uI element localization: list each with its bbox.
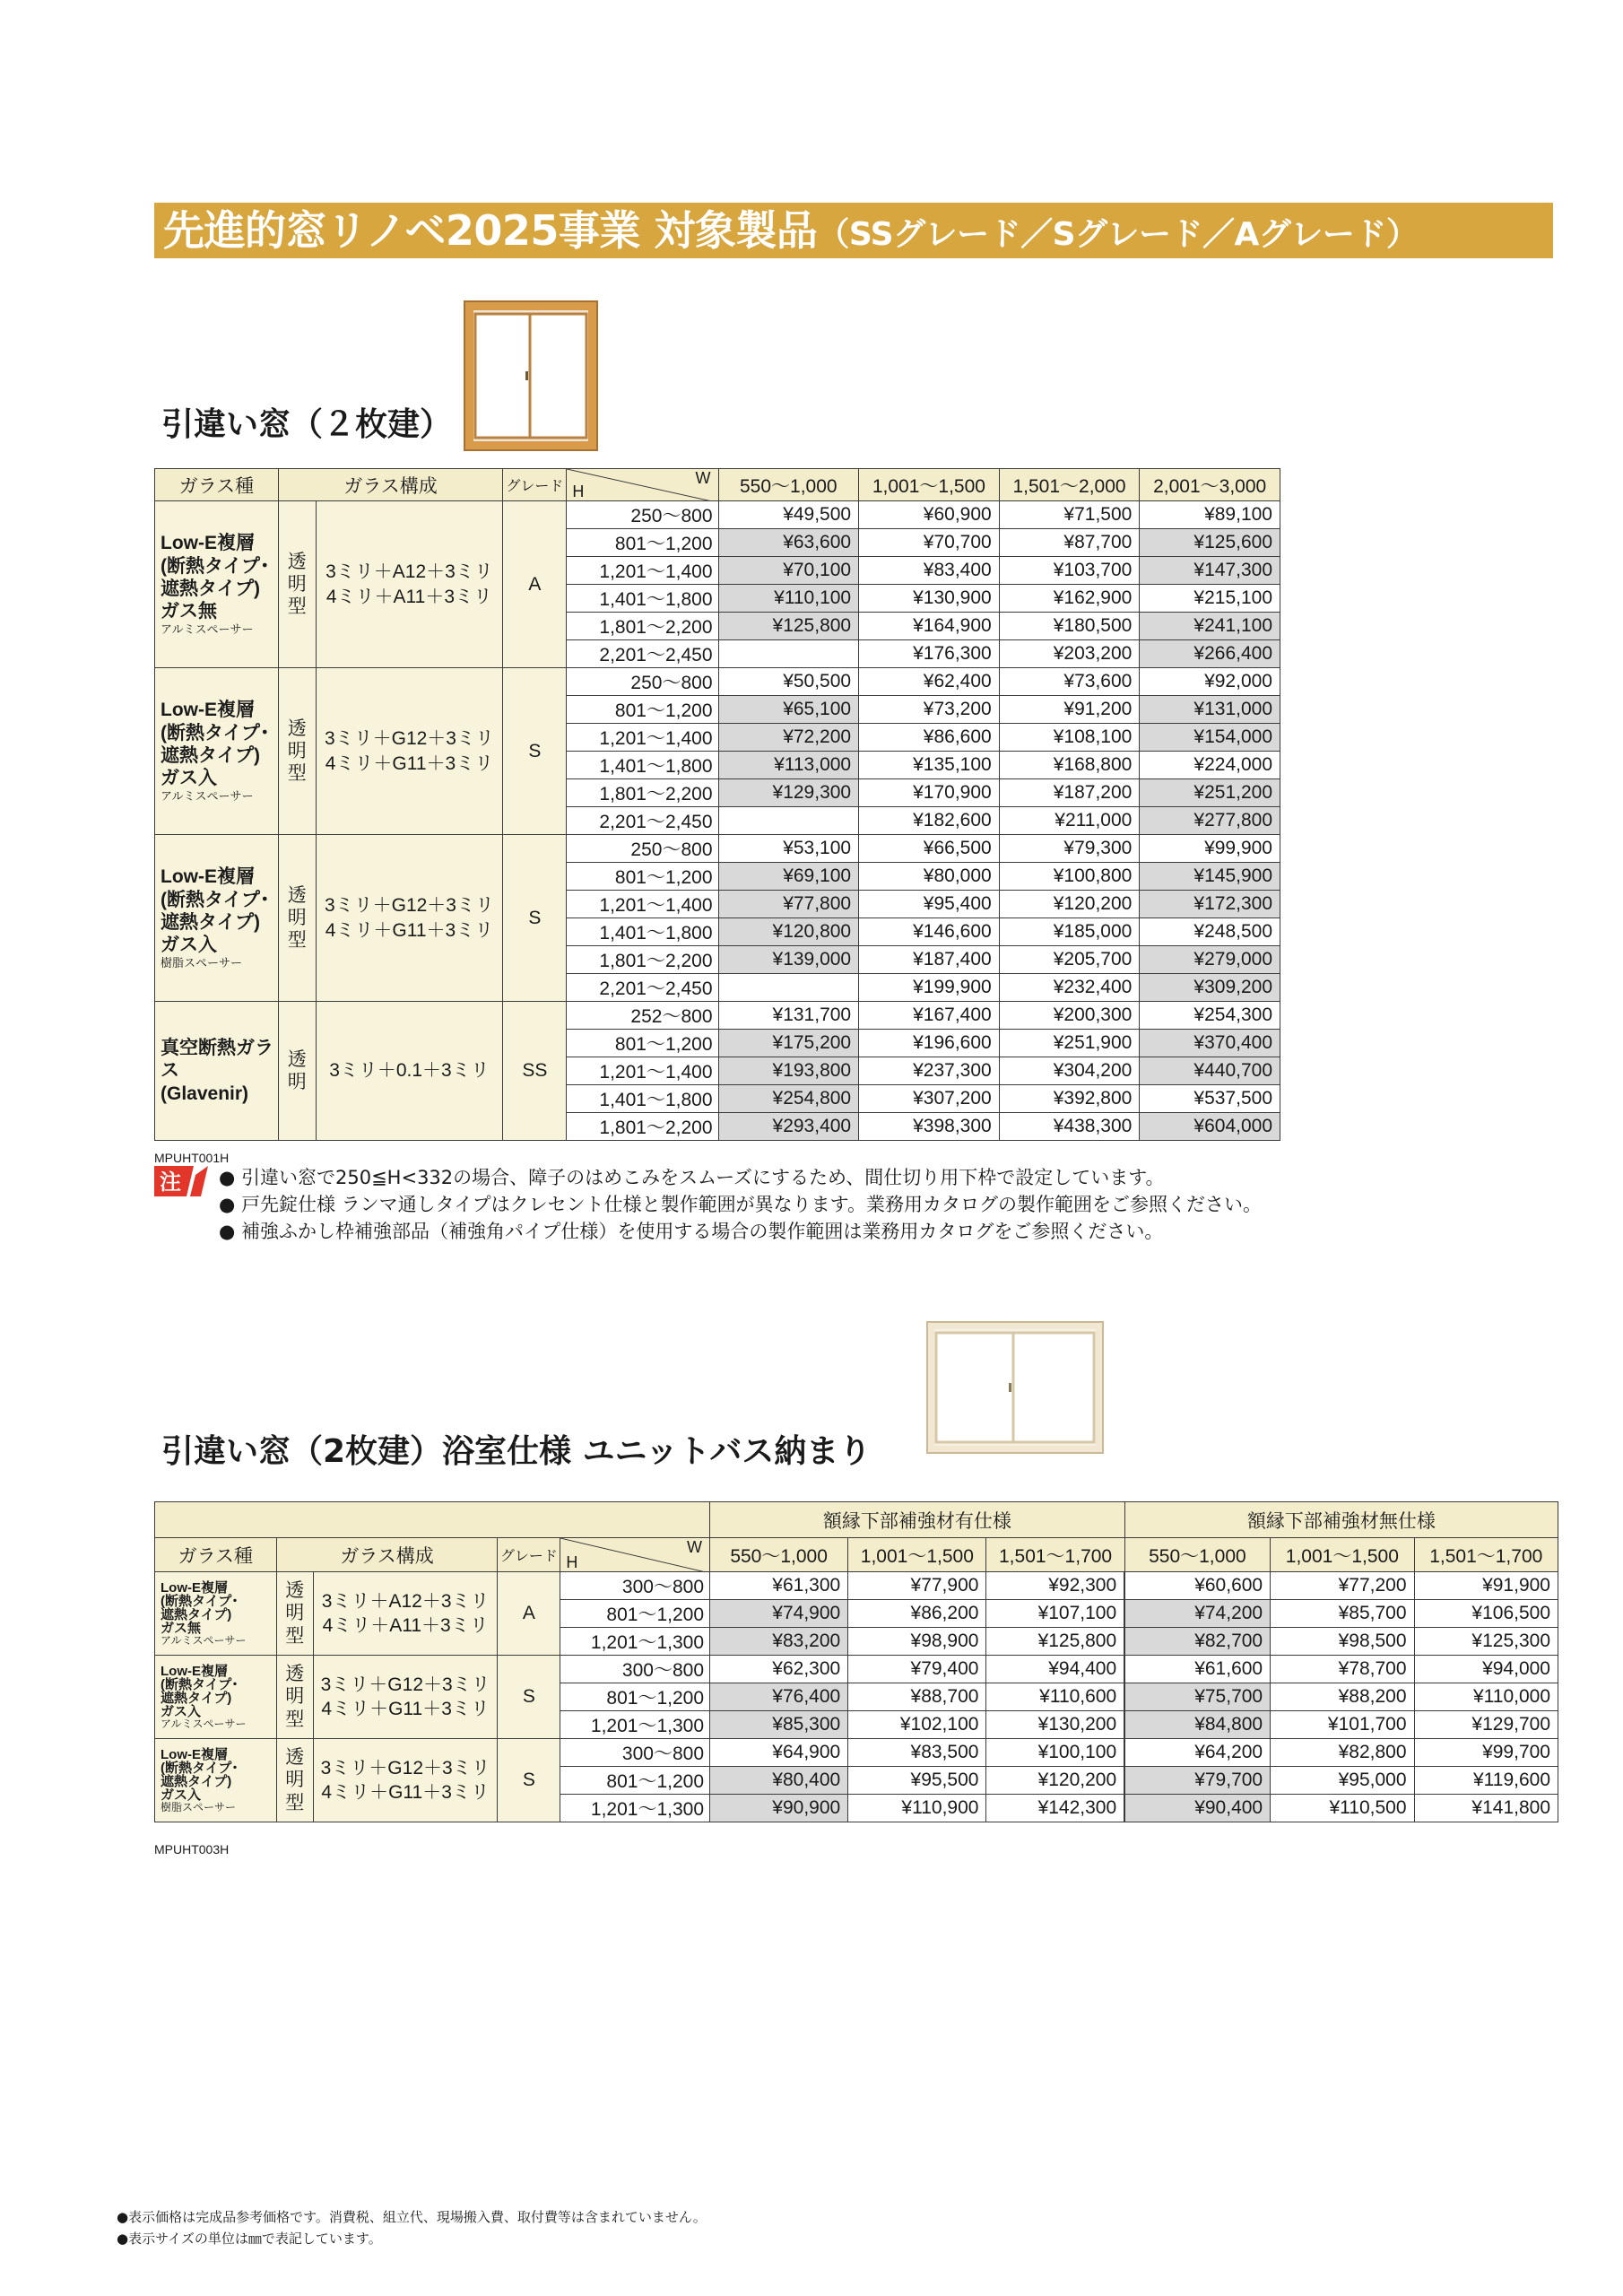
header-glass-type: ガラス種	[155, 1538, 277, 1572]
price-cell: ¥119,600	[1414, 1767, 1558, 1795]
price-cell: ¥176,300	[859, 640, 1000, 668]
glass-clarity-cell: 透明型	[278, 668, 316, 835]
glass-type-line: Low-E複層	[161, 533, 255, 554]
height-range-cell: 801～1,200	[567, 1030, 718, 1057]
price-cell: ¥76,400	[710, 1683, 848, 1711]
price-cell: ¥85,700	[1271, 1600, 1414, 1628]
spacer-type: アルミスペーサー	[161, 622, 254, 637]
height-range-cell: 1,201～1,400	[567, 891, 718, 918]
price-cell: ¥251,200	[1140, 779, 1280, 807]
price-cell: ¥100,800	[999, 863, 1140, 891]
height-range-cell: 1,801～2,200	[567, 946, 718, 974]
price-cell: ¥440,700	[1140, 1057, 1280, 1085]
glass-type-cell	[155, 501, 279, 668]
price-cell: ¥73,200	[859, 696, 1000, 724]
glass-type-line: 遮熱タイプ)	[161, 1607, 232, 1622]
price-cell: ¥131,700	[718, 1002, 859, 1030]
price-cell: ¥130,900	[859, 585, 1000, 613]
height-range-cell: 1,801～2,200	[567, 1113, 718, 1141]
glass-type-line: (断熱タイプ･	[161, 1594, 239, 1609]
price-cell: ¥99,900	[1140, 835, 1280, 863]
glass-type-line: ガス入	[161, 1787, 202, 1803]
glass-type-line: 遮熱タイプ)	[161, 578, 260, 599]
price-cell: ¥86,600	[859, 724, 1000, 752]
table1-code: MPUHT001H	[154, 1151, 230, 1165]
price-cell: ¥84,800	[1124, 1711, 1270, 1739]
section1-title: 引違い窓（２枚建）	[161, 406, 453, 443]
price-cell: ¥232,400	[999, 974, 1140, 1002]
glass-type-line: 遮熱タイプ)	[161, 1691, 232, 1706]
price-cell: ¥77,900	[848, 1572, 986, 1600]
composition-line: 3ミリ＋A12＋3ミリ	[321, 1590, 490, 1612]
composition-line: 4ミリ＋G11＋3ミリ	[321, 1699, 490, 1719]
width-header: 1,001～1,500	[859, 469, 1000, 501]
width-header: 1,501～2,000	[999, 469, 1140, 501]
height-range-cell: 2,201～2,450	[567, 640, 718, 668]
price-cell: ¥92,000	[1140, 668, 1280, 696]
height-range-cell: 801～1,200	[560, 1767, 710, 1795]
price-cell: ¥65,100	[718, 696, 859, 724]
price-cell: ¥102,100	[848, 1711, 986, 1739]
price-cell: ¥537,500	[1140, 1085, 1280, 1113]
price-cell: ¥63,600	[718, 529, 859, 557]
grade-cell: A	[503, 501, 567, 668]
spacer-type: アルミスペーサー	[161, 1634, 247, 1647]
glass-composition-cell	[313, 1656, 498, 1739]
width-header: 550～1,000	[710, 1538, 848, 1572]
height-range-cell: 2,201～2,450	[567, 974, 718, 1002]
price-cell: ¥82,800	[1271, 1739, 1414, 1767]
composition-line: 4ミリ＋G11＋3ミリ	[325, 752, 494, 774]
price-cell: ¥83,500	[848, 1739, 986, 1767]
glass-type-cell	[155, 835, 279, 1002]
header-h: H	[572, 483, 585, 500]
glass-clarity-cell: 透明型	[276, 1656, 313, 1739]
header-grade: グレード	[498, 1538, 560, 1572]
price-cell: ¥73,600	[999, 668, 1140, 696]
price-cell: ¥79,700	[1124, 1767, 1270, 1795]
composition-line: 3ミリ＋G12＋3ミリ	[324, 895, 494, 917]
price-cell: ¥90,400	[1124, 1795, 1270, 1822]
height-range-cell: 1,801～2,200	[567, 613, 718, 640]
header-w: W	[695, 469, 711, 487]
height-range-cell: 801～1,200	[560, 1600, 710, 1628]
price-cell: ¥162,900	[999, 585, 1140, 613]
glass-type-cell	[155, 668, 279, 835]
price-table-2	[154, 1501, 1558, 1822]
glass-type-line: (Glavenir)	[161, 1083, 249, 1104]
price-cell: ¥120,200	[986, 1767, 1124, 1795]
composition-line: 3ミリ＋G12＋3ミリ	[320, 1757, 490, 1779]
price-table-1	[154, 468, 1280, 1141]
price-cell: ¥61,600	[1124, 1656, 1270, 1683]
glass-type-line: ガス無	[161, 1621, 202, 1636]
price-cell: ¥113,000	[718, 752, 859, 779]
price-cell: ¥79,400	[848, 1656, 986, 1683]
price-cell: ¥146,600	[859, 918, 1000, 946]
price-cell: ¥164,900	[859, 613, 1000, 640]
price-cell: ¥248,500	[1140, 918, 1280, 946]
price-cell: ¥110,600	[986, 1683, 1124, 1711]
width-header: 550～1,000	[718, 469, 859, 501]
price-cell: ¥70,700	[859, 529, 1000, 557]
note-icon-label: 注	[160, 1170, 181, 1195]
price-cell: ¥215,100	[1140, 585, 1280, 613]
height-range-cell: 250～800	[567, 668, 718, 696]
note-item: ● 補強ふかし枠補強部品（補強角パイプ仕様）を使用する場合の製作範囲は業務用カタログをご参照ください。	[219, 1221, 1164, 1242]
height-range-cell: 252～800	[567, 1002, 718, 1030]
width-header: 1,001～1,500	[848, 1538, 986, 1572]
price-cell: ¥101,700	[1271, 1711, 1414, 1739]
price-cell: ¥279,000	[1140, 946, 1280, 974]
price-cell: ¥86,200	[848, 1600, 986, 1628]
price-cell: ¥241,100	[1140, 613, 1280, 640]
price-cell: ¥90,900	[710, 1795, 848, 1822]
grade-cell: S	[503, 835, 567, 1002]
price-cell: ¥110,900	[848, 1795, 986, 1822]
price-cell: ¥89,100	[1140, 501, 1280, 529]
glass-type-line: ガス入	[161, 767, 217, 788]
height-range-cell: 1,201～1,300	[560, 1795, 710, 1822]
price-cell: ¥71,500	[999, 501, 1140, 529]
price-cell: ¥79,300	[999, 835, 1140, 863]
price-cell: ¥74,200	[1124, 1600, 1270, 1628]
price-cell: ¥92,300	[986, 1572, 1124, 1600]
price-cell: ¥80,000	[859, 863, 1000, 891]
glass-type-line: (断熱タイプ･	[161, 889, 270, 910]
height-range-cell: 1,401～1,800	[567, 918, 718, 946]
width-header: 550～1,000	[1124, 1538, 1270, 1572]
price-cell: ¥237,300	[859, 1057, 1000, 1085]
price-cell: ¥85,300	[710, 1711, 848, 1739]
glass-type-line: 遮熱タイプ)	[161, 744, 260, 766]
composition-line: 4ミリ＋G11＋3ミリ	[321, 1782, 490, 1803]
height-range-cell: 1,801～2,200	[567, 779, 718, 807]
window-illustration-2	[925, 1320, 1105, 1455]
price-cell: ¥168,800	[999, 752, 1140, 779]
price-cell: ¥200,300	[999, 1002, 1140, 1030]
height-range-cell: 1,201～1,400	[567, 724, 718, 752]
glass-composition-cell	[313, 1572, 498, 1656]
price-cell: ¥95,400	[859, 891, 1000, 918]
price-cell: ¥99,700	[1414, 1739, 1558, 1767]
header-glass-type: ガラス種	[155, 469, 279, 501]
composition-line: 4ミリ＋G11＋3ミリ	[325, 919, 494, 941]
note-item: ● 引違い窓で250≦H<332の場合、障子のはめこみをスムーズにするため、間仕切り用下枠で設定しています。	[219, 1167, 1165, 1188]
glass-type-line: Low-E複層	[161, 1747, 228, 1762]
price-cell: ¥370,400	[1140, 1030, 1280, 1057]
price-cell: ¥77,200	[1271, 1572, 1414, 1600]
price-cell: ¥69,100	[718, 863, 859, 891]
spacer-type: 樹脂スペーサー	[161, 956, 243, 970]
price-cell: ¥167,400	[859, 1002, 1000, 1030]
height-range-cell: 250～800	[567, 835, 718, 863]
composition-line: 4ミリ＋A11＋3ミリ	[322, 1615, 489, 1636]
composition-line: 4ミリ＋A11＋3ミリ	[325, 586, 493, 607]
price-cell: ¥70,100	[718, 557, 859, 585]
price-cell: ¥88,200	[1271, 1683, 1414, 1711]
spacer-type: アルミスペーサー	[161, 1718, 247, 1730]
price-cell: ¥110,100	[718, 585, 859, 613]
grade-cell: S	[498, 1656, 560, 1739]
height-range-cell: 801～1,200	[560, 1683, 710, 1711]
grade-cell: S	[503, 668, 567, 835]
price-cell: ¥62,400	[859, 668, 1000, 696]
price-cell: ¥95,500	[848, 1767, 986, 1795]
header-h: H	[566, 1553, 578, 1571]
price-cell: ¥251,900	[999, 1030, 1140, 1057]
footer-notes	[117, 2206, 707, 2249]
price-cell: ¥125,300	[1414, 1628, 1558, 1656]
glass-type-line: 遮熱タイプ)	[161, 1774, 232, 1789]
price-cell: ¥130,200	[986, 1711, 1124, 1739]
price-cell: ¥100,100	[986, 1739, 1124, 1767]
price-cell: ¥170,900	[859, 779, 1000, 807]
price-cell: ¥145,900	[1140, 863, 1280, 891]
glass-composition-cell	[313, 1739, 498, 1822]
price-cell: ¥196,600	[859, 1030, 1000, 1057]
price-cell: ¥254,300	[1140, 1002, 1280, 1030]
height-range-cell: 1,401～1,800	[567, 752, 718, 779]
price-cell: ¥304,200	[999, 1057, 1140, 1085]
price-cell: ¥211,000	[999, 807, 1140, 835]
price-cell: ¥203,200	[999, 640, 1140, 668]
band-without-reinforcement: 額縁下部補強材無仕様	[1124, 1502, 1558, 1538]
price-cell: ¥135,100	[859, 752, 1000, 779]
section2-title: 引違い窓（2枚建）浴室仕様 ユニットバス納まり	[161, 1433, 872, 1470]
grade-cell: A	[498, 1572, 560, 1656]
price-cell: ¥110,000	[1414, 1683, 1558, 1711]
price-cell: ¥141,800	[1414, 1795, 1558, 1822]
band-spacer	[155, 1502, 710, 1538]
glass-type-cell	[155, 1656, 277, 1739]
footer-note: ●表示サイズの単位は㎜で表記しています。	[117, 2231, 382, 2247]
price-cell: ¥129,300	[718, 779, 859, 807]
price-cell: ¥266,400	[1140, 640, 1280, 668]
glass-clarity-cell: 透明型	[276, 1572, 313, 1656]
width-header: 2,001～3,000	[1140, 469, 1280, 501]
price-cell: ¥154,000	[1140, 724, 1280, 752]
composition-line: 3ミリ＋G12＋3ミリ	[324, 728, 494, 750]
glass-type-line: ガス入	[161, 1704, 202, 1719]
price-cell: ¥78,700	[1271, 1656, 1414, 1683]
price-cell	[718, 807, 859, 835]
price-cell: ¥182,600	[859, 807, 1000, 835]
price-cell: ¥180,500	[999, 613, 1140, 640]
width-header: 1,001～1,500	[1271, 1538, 1414, 1572]
price-cell: ¥277,800	[1140, 807, 1280, 835]
header-w: W	[687, 1538, 702, 1556]
note-item: ● 戸先錠仕様 ランマ通しタイプはクレセント仕様と製作範囲が異なります。業務用カタログの製作範囲をご参照ください。	[219, 1194, 1262, 1215]
price-cell: ¥106,500	[1414, 1600, 1558, 1628]
price-cell: ¥129,700	[1414, 1711, 1558, 1739]
price-cell: ¥91,200	[999, 696, 1140, 724]
height-range-cell: 1,201～1,300	[560, 1711, 710, 1739]
header-wh-diagonal	[567, 469, 718, 501]
glass-type-line: 遮熱タイプ)	[161, 911, 260, 933]
height-range-cell: 1,201～1,300	[560, 1628, 710, 1656]
page-banner	[154, 203, 1553, 258]
height-range-cell: 1,401～1,800	[567, 1085, 718, 1113]
price-cell: ¥187,400	[859, 946, 1000, 974]
price-cell: ¥120,200	[999, 891, 1140, 918]
glass-type-cell	[155, 1002, 279, 1141]
height-range-cell: 2,201～2,450	[567, 807, 718, 835]
glass-type-line: 真空断熱ガラス	[161, 1038, 273, 1082]
price-cell: ¥64,200	[1124, 1739, 1270, 1767]
price-cell: ¥172,300	[1140, 891, 1280, 918]
glass-type-line: (断熱タイプ･	[161, 555, 270, 577]
price-cell: ¥120,800	[718, 918, 859, 946]
price-cell: ¥53,100	[718, 835, 859, 863]
table2-code: MPUHT003H	[154, 1842, 230, 1857]
glass-composition-cell	[316, 501, 503, 668]
price-cell: ¥94,400	[986, 1656, 1124, 1683]
price-cell: ¥80,400	[710, 1767, 848, 1795]
height-range-cell: 300～800	[560, 1739, 710, 1767]
price-cell: ¥193,800	[718, 1057, 859, 1085]
price-cell: ¥293,400	[718, 1113, 859, 1141]
price-cell: ¥72,200	[718, 724, 859, 752]
glass-type-line: (断熱タイプ･	[161, 1761, 239, 1776]
composition-line: 3ミリ＋0.1＋3ミリ	[329, 1060, 490, 1082]
glass-type-cell	[155, 1572, 277, 1656]
price-cell: ¥199,900	[859, 974, 1000, 1002]
glass-type-line: (断熱タイプ･	[161, 1677, 239, 1692]
banner-subtitle: （SSグレード／Sグレード／Aグレード）	[817, 216, 1419, 253]
price-cell: ¥64,900	[710, 1739, 848, 1767]
glass-type-line: Low-E複層	[161, 1664, 228, 1679]
window-illustration-1	[463, 300, 599, 452]
price-cell: ¥98,500	[1271, 1628, 1414, 1656]
price-cell: ¥107,100	[986, 1600, 1124, 1628]
spacer-type: アルミスペーサー	[161, 789, 254, 804]
header-glass-composition: ガラス構成	[276, 1538, 498, 1572]
price-cell: ¥74,900	[710, 1600, 848, 1628]
price-cell: ¥187,200	[999, 779, 1140, 807]
width-header: 1,501～1,700	[986, 1538, 1124, 1572]
price-cell: ¥392,800	[999, 1085, 1140, 1113]
price-cell: ¥205,700	[999, 946, 1140, 974]
price-cell: ¥66,500	[859, 835, 1000, 863]
price-cell: ¥94,000	[1414, 1656, 1558, 1683]
price-cell: ¥49,500	[718, 501, 859, 529]
glass-clarity-cell: 透明型	[276, 1739, 313, 1822]
price-cell: ¥82,700	[1124, 1628, 1270, 1656]
glass-clarity-cell: 透明	[278, 1002, 316, 1141]
note-icon	[154, 1166, 210, 1196]
price-cell: ¥307,200	[859, 1085, 1000, 1113]
glass-type-line: Low-E複層	[161, 1580, 228, 1596]
width-header: 1,501～1,700	[1414, 1538, 1558, 1572]
price-cell: ¥77,800	[718, 891, 859, 918]
notes-list	[219, 1164, 1564, 1245]
price-cell: ¥50,500	[718, 668, 859, 696]
price-cell: ¥398,300	[859, 1113, 1000, 1141]
height-range-cell: 801～1,200	[567, 529, 718, 557]
height-range-cell: 1,201～1,400	[567, 557, 718, 585]
price-cell: ¥175,200	[718, 1030, 859, 1057]
price-cell: ¥62,300	[710, 1656, 848, 1683]
price-cell: ¥75,700	[1124, 1683, 1270, 1711]
price-cell: ¥438,300	[999, 1113, 1140, 1141]
header-glass-composition: ガラス構成	[278, 469, 503, 501]
price-cell: ¥131,000	[1140, 696, 1280, 724]
price-cell: ¥88,700	[848, 1683, 986, 1711]
glass-clarity-cell: 透明型	[278, 835, 316, 1002]
height-range-cell: 300～800	[560, 1656, 710, 1683]
height-range-cell: 1,201～1,400	[567, 1057, 718, 1085]
height-range-cell: 250～800	[567, 501, 718, 529]
footer-note: ●表示価格は完成品参考価格です。消費税、組立代、現場搬入費、取付費等は含まれていません。	[117, 2209, 707, 2225]
header-wh-diagonal	[560, 1538, 710, 1572]
banner-title: 先進的窓リノベ2025事業 対象製品	[163, 206, 818, 255]
price-cell: ¥125,800	[986, 1628, 1124, 1656]
height-range-cell: 300～800	[560, 1572, 710, 1600]
price-cell: ¥142,300	[986, 1795, 1124, 1822]
price-cell: ¥224,000	[1140, 752, 1280, 779]
glass-composition-cell	[316, 668, 503, 835]
price-cell: ¥185,000	[999, 918, 1140, 946]
price-cell: ¥125,800	[718, 613, 859, 640]
price-cell	[718, 974, 859, 1002]
price-cell: ¥83,200	[710, 1628, 848, 1656]
price-cell: ¥60,900	[859, 501, 1000, 529]
grade-cell: SS	[503, 1002, 567, 1141]
price-cell: ¥91,900	[1414, 1572, 1558, 1600]
price-cell: ¥98,900	[848, 1628, 986, 1656]
glass-type-line: Low-E複層	[161, 866, 255, 888]
glass-composition-cell	[316, 835, 503, 1002]
price-cell: ¥125,600	[1140, 529, 1280, 557]
glass-type-line: Low-E複層	[161, 700, 255, 721]
height-range-cell: 801～1,200	[567, 863, 718, 891]
price-cell: ¥139,000	[718, 946, 859, 974]
price-cell: ¥87,700	[999, 529, 1140, 557]
glass-clarity-cell: 透明型	[278, 501, 316, 668]
composition-line: 3ミリ＋G12＋3ミリ	[320, 1674, 490, 1695]
glass-type-line: (断熱タイプ･	[161, 722, 270, 744]
band-with-reinforcement: 額縁下部補強材有仕様	[710, 1502, 1125, 1538]
price-cell: ¥103,700	[999, 557, 1140, 585]
composition-line: 3ミリ＋A12＋3ミリ	[325, 561, 493, 583]
glass-type-line: ガス無	[161, 600, 217, 622]
glass-type-cell	[155, 1739, 277, 1822]
price-cell: ¥108,100	[999, 724, 1140, 752]
price-cell: ¥309,200	[1140, 974, 1280, 1002]
price-cell: ¥254,800	[718, 1085, 859, 1113]
header-grade: グレード	[503, 469, 567, 501]
price-cell: ¥95,000	[1271, 1767, 1414, 1795]
price-cell: ¥83,400	[859, 557, 1000, 585]
price-cell: ¥110,500	[1271, 1795, 1414, 1822]
price-cell: ¥61,300	[710, 1572, 848, 1600]
glass-type-line: ガス入	[161, 934, 217, 955]
height-range-cell: 801～1,200	[567, 696, 718, 724]
price-cell: ¥604,000	[1140, 1113, 1280, 1141]
price-cell	[718, 640, 859, 668]
price-cell: ¥147,300	[1140, 557, 1280, 585]
height-range-cell: 1,401～1,800	[567, 585, 718, 613]
spacer-type: 樹脂スペーサー	[161, 1801, 237, 1813]
glass-composition-cell	[316, 1002, 503, 1141]
grade-cell: S	[498, 1739, 560, 1822]
price-cell: ¥60,600	[1124, 1572, 1270, 1600]
